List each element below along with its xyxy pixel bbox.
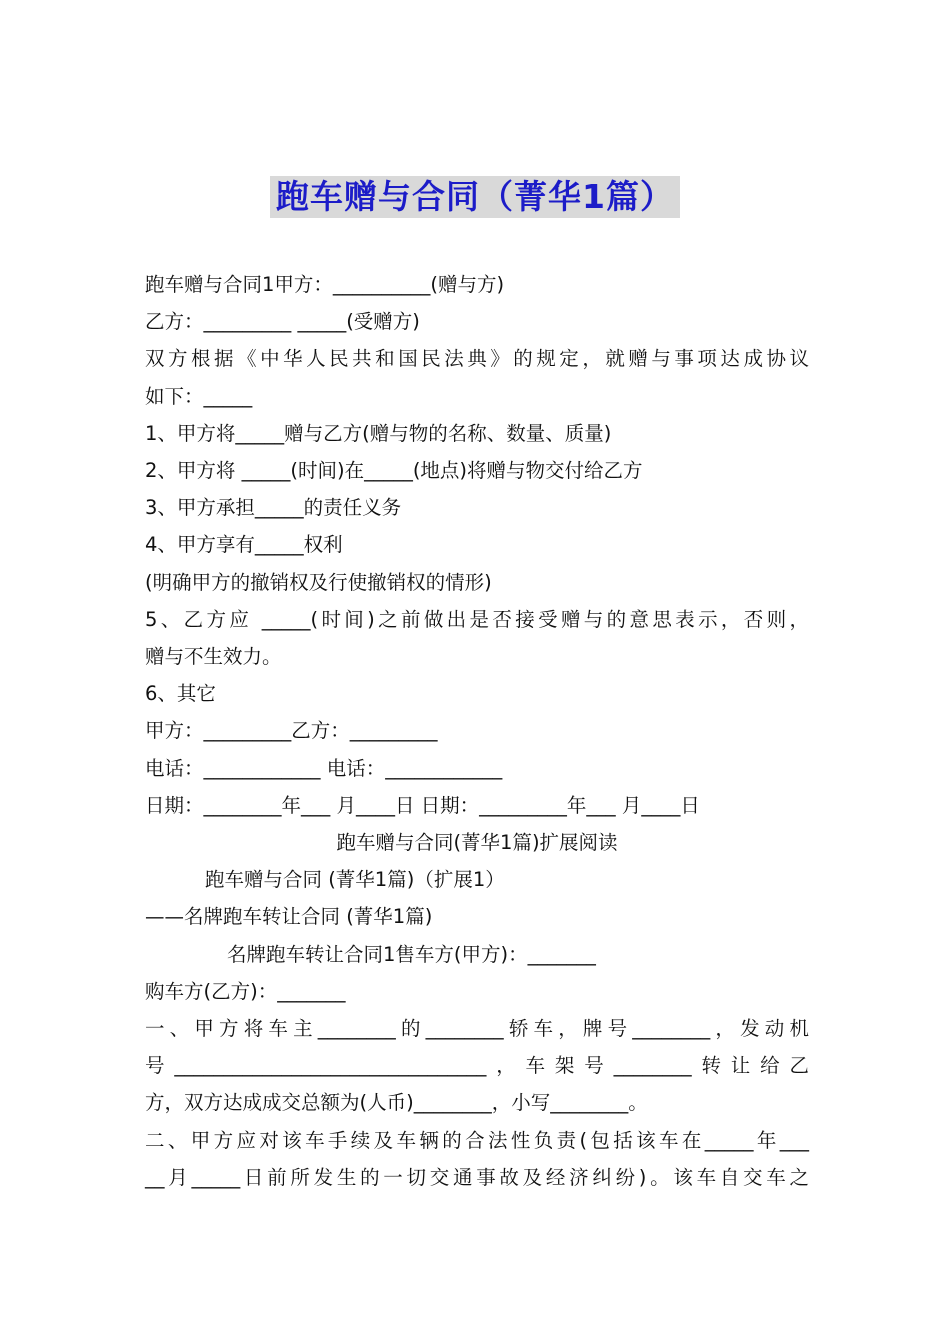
text-line: 1、甲方将_____赠与乙方(赠与物的名称、数量、质量) xyxy=(145,421,612,445)
text-line: 如下：_____ xyxy=(145,384,253,408)
text-line: 3、甲方承担_____的责任义务 xyxy=(145,496,402,520)
text-line: 赠与不生效力。 xyxy=(145,645,282,669)
text-line: 二、甲方应对该车手续及车辆的合法性负责(包括该车在_____年___ xyxy=(145,1128,809,1152)
text-line: 购车方(乙方)：_______ xyxy=(145,979,346,1003)
text-line: 名牌跑车转让合同1售车方(甲方)：_______ xyxy=(227,942,596,966)
text-line: 4、甲方享有_____权利 xyxy=(145,533,343,557)
text-line: 2、甲方将 _____(时间)在_____(地点)将赠与物交付给乙方 xyxy=(145,459,643,483)
text-line: 5、乙方应 _____(时间)之前做出是否接受赠与的意思表示，否则， xyxy=(145,607,809,631)
text-line: 日期：________年___ 月____日 日期：_________年___ 月____日 xyxy=(145,793,700,817)
section-heading: 跑车赠与合同 (菁华1篇)（扩展1） xyxy=(205,868,505,892)
text-line: 6、其它 xyxy=(145,682,216,706)
text-line: 方，双方达成成交总额为(人币)________，小写________。 xyxy=(145,1091,648,1115)
text-line: __月_____日前所发生的一切交通事故及经济纠纷)。该车自交车之 xyxy=(145,1165,809,1189)
text-line: 电话：____________ 电话：____________ xyxy=(145,756,503,780)
section-subtitle: ——名牌跑车转让合同 (菁华1篇) xyxy=(145,905,433,929)
text-line: 跑车赠与合同1甲方：__________(赠与方) xyxy=(145,273,505,296)
text-line: 甲方：_________乙方：_________ xyxy=(145,719,438,743)
document-title xyxy=(0,176,950,218)
text-line: 一、甲方将车主________的________轿车，牌号________，发动机 xyxy=(145,1017,809,1041)
section-heading: 跑车赠与合同(菁华1篇)扩展阅读 xyxy=(336,831,618,855)
text-line: (明确甲方的撤销权及行使撤销权的情形) xyxy=(145,570,492,594)
text-line: 乙方：_________ _____(受赠方) xyxy=(145,310,420,334)
title-text: 跑车赠与合同（菁华1篇） xyxy=(270,176,680,218)
text-line: 号________________________________，车架号________转让给乙 xyxy=(145,1054,809,1078)
text-line: 双方根据《中华人民共和国民法典》的规定，就赠与事项达成协议 xyxy=(145,347,809,371)
document-body xyxy=(145,266,809,1196)
